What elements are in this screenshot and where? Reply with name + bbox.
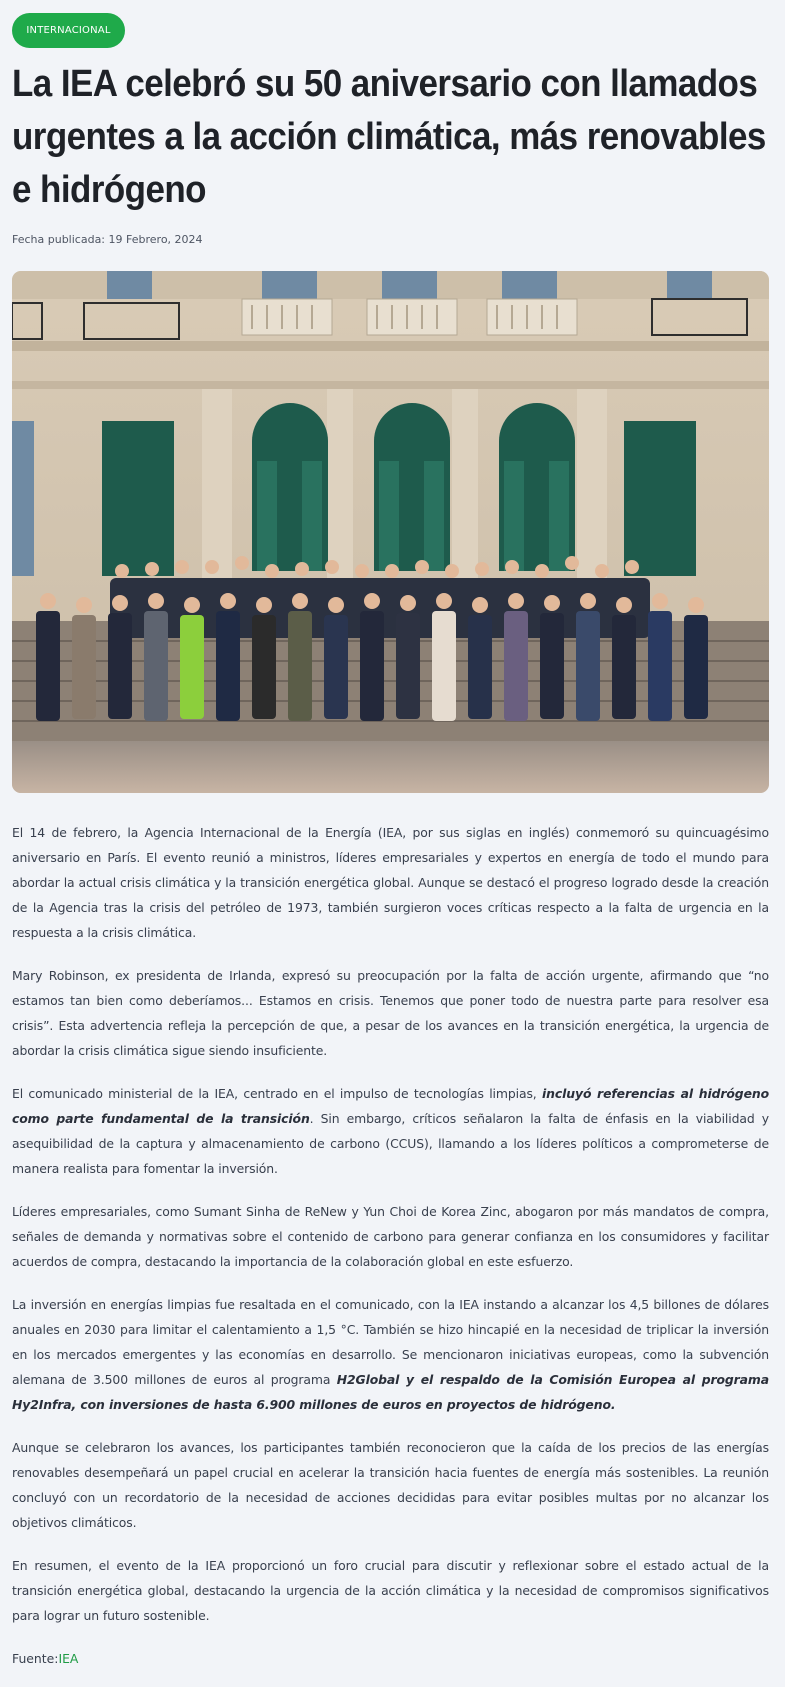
paragraph-5	[12, 1292, 769, 1417]
category-badge[interactable]: INTERNACIONAL	[12, 13, 125, 48]
article-photo	[12, 271, 769, 793]
paragraph-3-emphasis: incluyó referencias al hidrógeno como parte fundamental de la transición	[12, 1086, 770, 1126]
paragraph-2: Mary Robinson, ex presidenta de Irlanda, expresó su preocupación por la falta de acción urgente, afirmando que “no estamos tan bien como deberíamos... Estamos en crisis. Tenemos que poner todo de nuestra parte para resolver esa crisis”. Esta advertencia refleja la percepción de que, a pesar de los avances en la transición energética, la urgencia de abordar la crisis climática sigue siendo insuficiente.	[12, 968, 769, 1058]
source-line	[12, 1646, 769, 1671]
group-photo-image	[12, 271, 769, 793]
paragraph-5-text: La inversión en energías limpias fue resaltada en el comunicado, con la IEA instando a alcanzar los 4,5 billones de dólares anuales en 2030 para limitar el calentamiento a 1,5 °C. También se hizo hincapié en la necesidad de triplicar la inversión en los mercados emergentes y las economías en desarrollo. Se mencionaron iniciativas europeas, como la subvención alemana de 3.500 millones de euros al programa	[12, 1297, 769, 1387]
paragraph-4: Líderes empresariales, como Sumant Sinha de ReNew y Yun Choi de Korea Zinc, abogaron por más mandatos de compra, señales de demanda y normativas sobre el contenido de carbono para generar confianza en los consumidores y facilitar acuerdos de compra, destacando la importancia de la colaboración global en este esfuerzo.	[12, 1204, 769, 1269]
paragraph-5-emphasis: H2Global y el respaldo de la Comisión Europea al programa Hy2Infra, con inversiones de hasta 6.900 millones de euros en proyectos de hidrógeno.	[12, 1372, 769, 1412]
paragraph-3	[12, 1081, 769, 1181]
source-label: Fuente:	[12, 1651, 59, 1666]
date-label: Fecha publicada:	[12, 233, 106, 246]
paragraph-7: En resumen, el evento de la IEA proporcionó un foro crucial para discutir y reflexionar sobre el estado actual de la transición energética global, destacando la urgencia de la acción climática y la necesidad de compromisos significativos para lograr un futuro sostenible.	[12, 1558, 769, 1623]
article-body	[12, 820, 769, 1671]
publish-date	[12, 233, 203, 246]
paragraph-3-text: El comunicado ministerial de la IEA, centrado en el impulso de tecnologías limpias,	[12, 1086, 542, 1101]
source-link[interactable]: IEA	[58, 1651, 79, 1666]
paragraph-3-text-end: . Sin embargo, críticos señalaron la falta de énfasis en la viabilidad y asequibilidad de la captura y almacenamiento de carbono (CCUS), llamando a los líderes políticos a comprometerse de manera realista para fomentar la inversión.	[12, 1111, 769, 1176]
article-title: La IEA celebró su 50 aniversario con llamados urgentes a la acción climática, más renovables e hidrógeno	[12, 63, 766, 211]
date-value: 19 Febrero, 2024	[108, 233, 203, 246]
paragraph-6: Aunque se celebraron los avances, los participantes también reconocieron que la caída de los precios de las energías renovables desempeñará un papel crucial en acelerar la transición hacia fuentes de energía más sostenibles. La reunión concluyó con un recordatorio de la necesidad de acciones decididas para evitar posibles multas por no alcanzar los objetivos climáticos.	[12, 1440, 769, 1530]
paragraph-1: El 14 de febrero, la Agencia Internacional de la Energía (IEA, por sus siglas en inglés) conmemoró su quincuagésimo aniversario en París. El evento reunió a ministros, líderes empresariales y expertos en energía de todo el mundo para abordar la actual crisis climática y la transición energética global. Aunque se destacó el progreso logrado desde la creación de la Agencia tras la crisis del petróleo de 1973, también surgieron voces críticas respecto a la falta de urgencia en la respuesta a la crisis climática.	[12, 825, 769, 940]
